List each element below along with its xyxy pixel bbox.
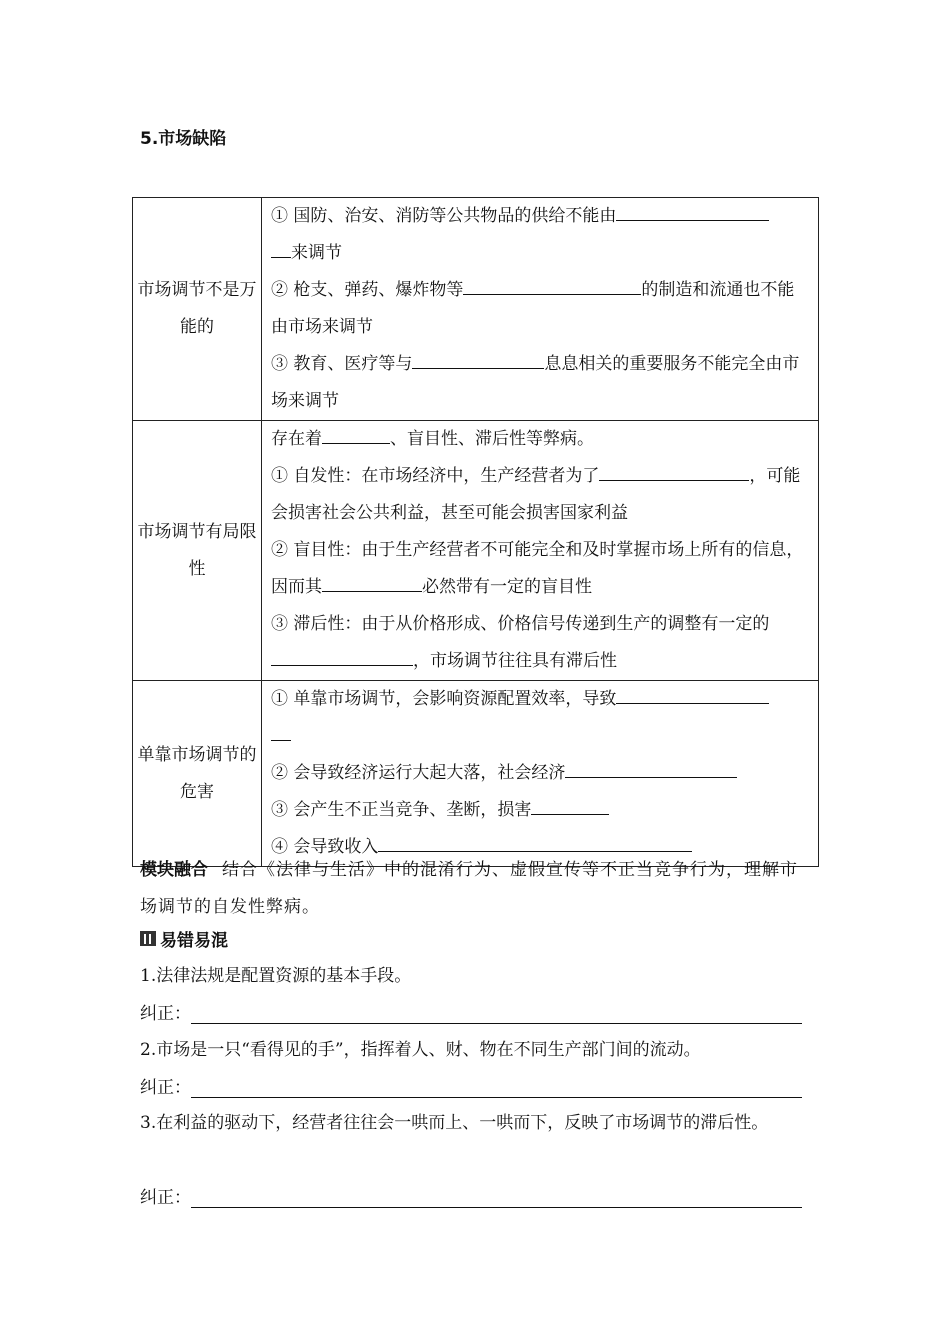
list-item: ② 会导致经济运行大起大落，社会经济 (271, 755, 810, 792)
section-title-text: 易错易混 (160, 931, 228, 951)
correction-2 (140, 1068, 802, 1098)
section-heading: 5.市场缺陷 (140, 129, 227, 149)
fill-blank[interactable] (271, 643, 413, 666)
correction-label: 纠正： (140, 1188, 191, 1208)
table-row (133, 198, 819, 421)
market-defects-table (132, 197, 819, 867)
table-row (133, 421, 819, 681)
row-label: 市场调节有局限性 (133, 421, 262, 681)
fill-blank[interactable] (599, 458, 749, 481)
list-item: 存在着 、盲目性、滞后性等弊病。 (271, 421, 810, 458)
fill-blank[interactable] (271, 718, 291, 741)
answer-line[interactable] (191, 1003, 802, 1024)
fill-blank[interactable] (412, 346, 544, 369)
fill-blank[interactable] (531, 792, 609, 815)
correction-3 (140, 1178, 802, 1208)
question-2: 2.市场是一只“看得见的手”，指挥着人、财、物在不同生产部门间的流动。 (140, 1040, 701, 1060)
row-label: 市场调节不是万能的 (133, 198, 262, 421)
correction-label: 纠正： (140, 1078, 191, 1098)
list-item: ① 单靠市场调节，会影响资源配置效率，导致 (271, 681, 810, 755)
list-item: ② 盲目性：由于生产经营者不可能完全和及时掌握市场上所有的信息，因而其 必然带有一定的盲目性 (271, 540, 804, 597)
list-item: ② 枪支、弹药、爆炸物等 的制造和流通也不能由市场来调节 (271, 272, 810, 346)
table-row (133, 681, 819, 867)
section-marker-icon (140, 931, 156, 946)
list-item: ④ 会导致收入 (271, 829, 810, 866)
list-item: ③ 教育、医疗等与 息息相关的重要服务不能完全由市场来调节 (271, 346, 810, 420)
row-content (262, 681, 819, 867)
fill-blank[interactable] (616, 681, 769, 704)
list-item: ③ 会产生不正当竞争、垄断，损害 (271, 792, 810, 829)
fill-blank[interactable] (271, 235, 291, 258)
list-item: ③ 滞后性：由于从价格形成、价格信号传递到生产的调整有一定的，市场调节往往具有滞后性 (271, 614, 770, 671)
module-label: 模块融合 (140, 860, 208, 880)
fill-blank[interactable] (616, 198, 769, 221)
list-item: ① 自发性：在市场经济中，生产经营者为了 ，可能会损害社会公共利益，甚至可能会损害国家利益 (271, 458, 810, 532)
fill-blank[interactable] (322, 569, 422, 592)
question-3: 3.在利益的驱动下，经营者往往会一哄而上、一哄而下，反映了市场调节的滞后性。 (140, 1113, 769, 1133)
module-text: 结合《法律与生活》中的混淆行为、虚假宣传等不正当竞争行为，理解市场调节的自发性弊病。 (140, 860, 798, 917)
list-item: ① 国防、治安、消防等公共物品的供给不能由 来调节 (271, 198, 810, 272)
answer-line[interactable] (191, 1077, 802, 1098)
correction-label: 纠正： (140, 1004, 191, 1024)
correction-1 (140, 994, 802, 1024)
fill-blank[interactable] (378, 829, 692, 852)
fill-blank[interactable] (463, 272, 641, 295)
section-title (140, 926, 228, 951)
row-content (262, 198, 819, 421)
row-content (262, 421, 819, 681)
fill-blank[interactable] (565, 755, 737, 778)
module-note (140, 852, 812, 926)
answer-line[interactable] (191, 1187, 802, 1208)
question-1: 1.法律法规是配置资源的基本手段。 (140, 966, 412, 986)
row-label: 单靠市场调节的危害 (133, 681, 262, 867)
fill-blank[interactable] (322, 421, 390, 444)
